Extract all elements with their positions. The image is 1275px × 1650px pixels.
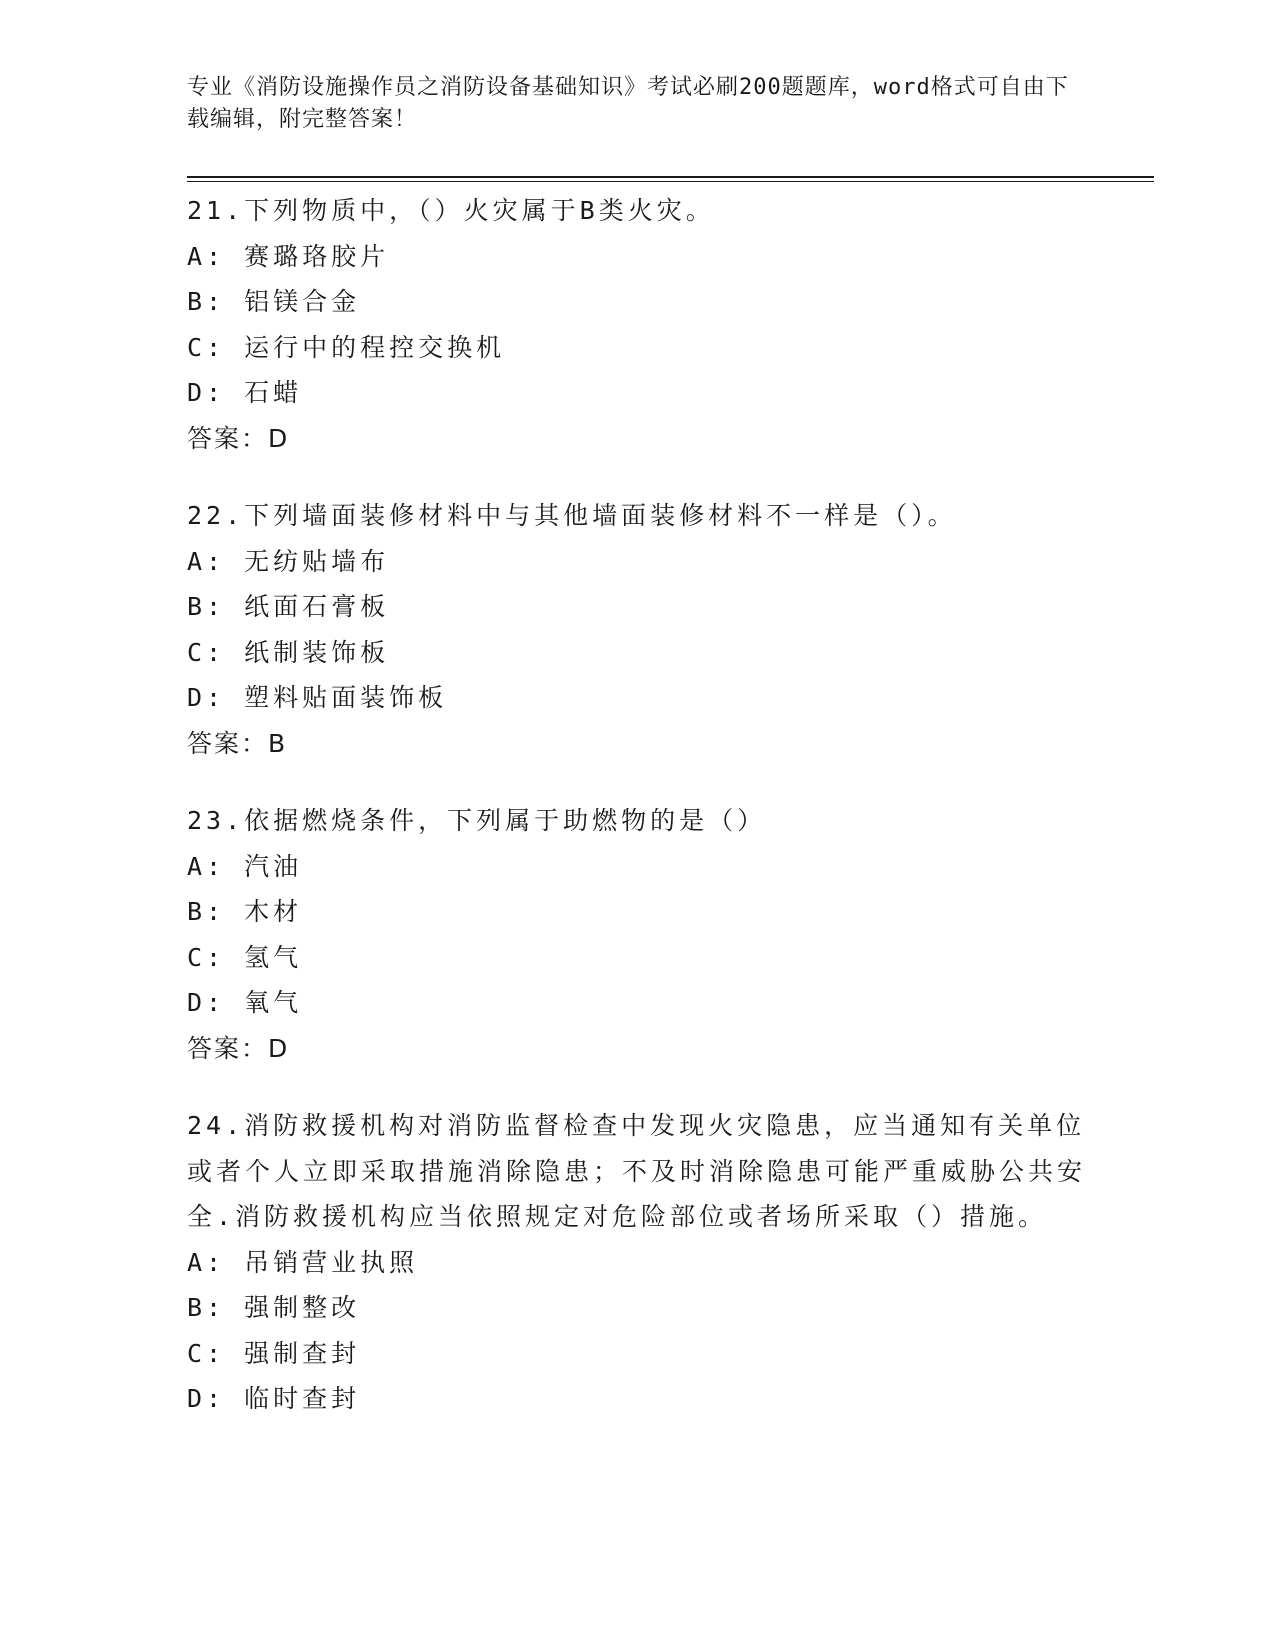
option-c: C: 氢气 xyxy=(187,942,303,972)
option-d: D: 氧气 xyxy=(187,988,303,1017)
answer: 答案：D xyxy=(187,1033,290,1063)
question-stem: 21.下列物质中，（）火灾属于B类火灾。 xyxy=(187,196,715,225)
header-divider-thin xyxy=(187,181,1154,182)
question-stem: 22.下列墙面装修材料中与其他墙面装修材料不一样是（）。 xyxy=(187,501,957,530)
question-22 xyxy=(187,493,1087,766)
option-b: B: 铝镁合金 xyxy=(187,287,361,316)
option-d: D: 临时查封 xyxy=(187,1384,361,1413)
header-divider-thick xyxy=(187,176,1154,178)
option-a: A: 赛璐珞胶片 xyxy=(187,241,390,271)
answer: 答案：D xyxy=(187,423,290,453)
document-header: 专业《消防设施操作员之消防设备基础知识》考试必刷200题题库，word格式可自由下载编辑，附完整答案！ xyxy=(187,75,1069,132)
question-list xyxy=(187,188,1087,1454)
answer: 答案：B xyxy=(187,728,288,758)
option-a: A: 无纺贴墙布 xyxy=(187,546,390,576)
option-b: B: 木材 xyxy=(187,897,303,926)
option-d: D: 石蜡 xyxy=(187,378,303,407)
question-21 xyxy=(187,188,1087,461)
question-24 xyxy=(187,1103,1087,1422)
option-b: B: 纸面石膏板 xyxy=(187,592,390,621)
question-stem: 23.依据燃烧条件，下列属于助燃物的是（） xyxy=(187,806,767,835)
option-c: C: 运行中的程控交换机 xyxy=(187,332,506,362)
option-a: A: 吊销营业执照 xyxy=(187,1247,419,1277)
option-d: D: 塑料贴面装饰板 xyxy=(187,683,448,712)
question-23 xyxy=(187,798,1087,1071)
question-stem: 24.消防救援机构对消防监督检查中发现火灾隐患，应当通知有关单位或者个人立即采取措施消除隐患；不及时消除隐患可能严重威胁公共安全.消防救援机构应当依照规定对危险部位或者场所采取（）措施。 xyxy=(187,1111,1087,1231)
option-c: C: 纸制装饰板 xyxy=(187,637,390,667)
option-b: B: 强制整改 xyxy=(187,1293,361,1322)
option-c: C: 强制查封 xyxy=(187,1338,361,1368)
option-a: A: 汽油 xyxy=(187,851,303,881)
